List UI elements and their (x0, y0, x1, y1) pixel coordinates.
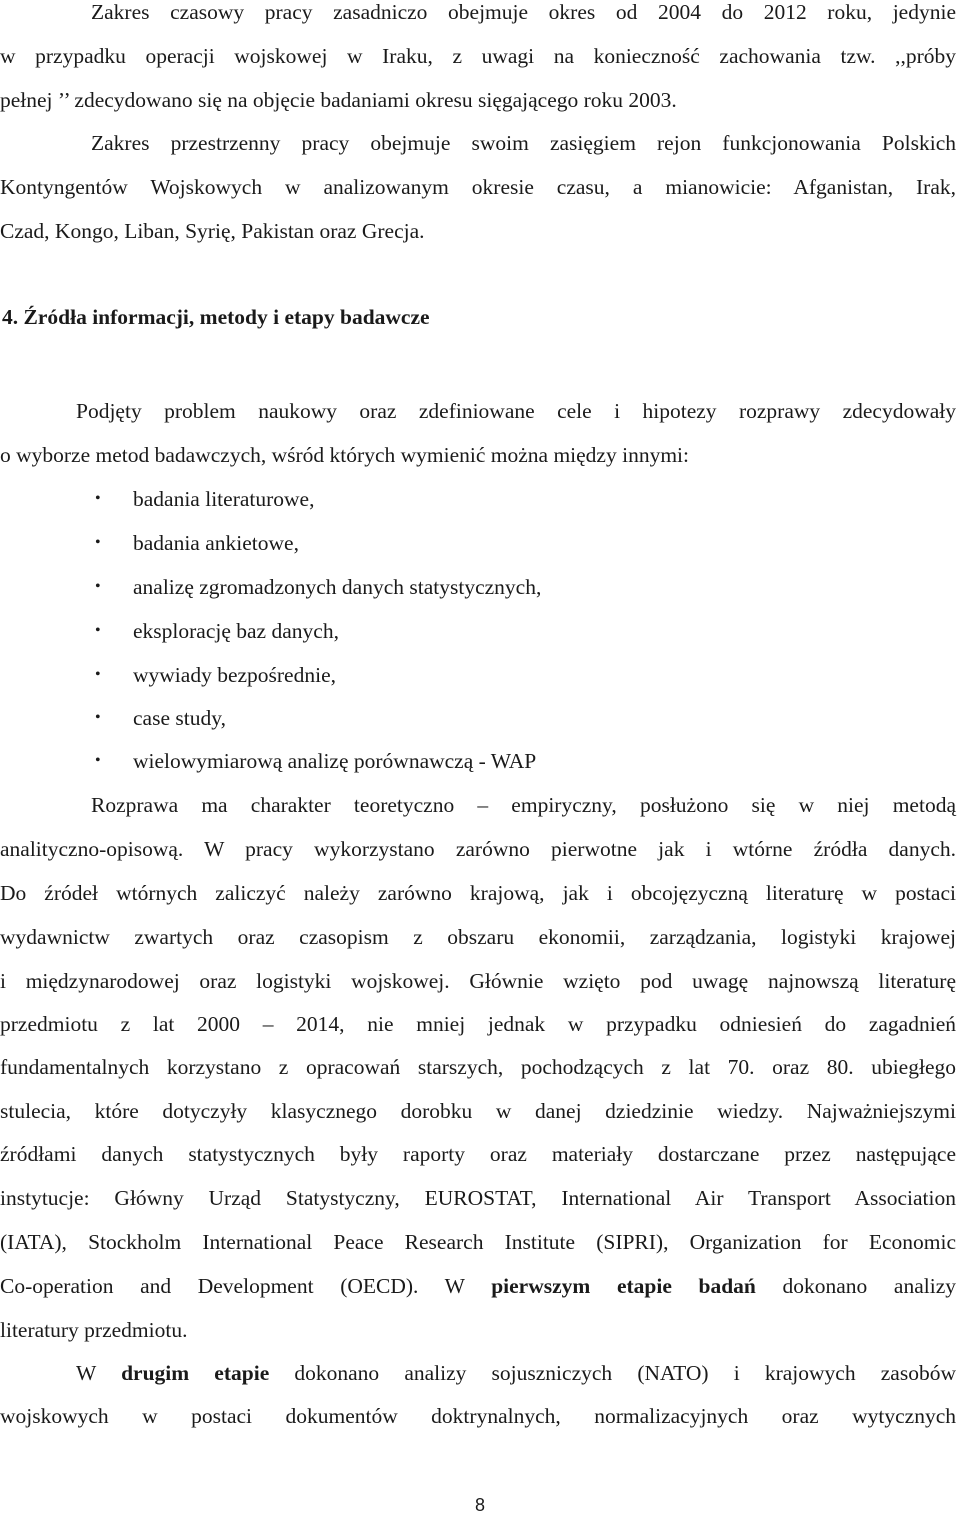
paragraph-3-line: Podjęty problem naukowy oraz zdefiniowane cele i hipotezy rozprawy zdecydowały (76, 399, 956, 423)
paragraph-5-line (76, 1358, 956, 1388)
bullet-icon: • (95, 490, 101, 507)
paragraph-4-line: i międzynarodowej oraz logistyki wojskowej. Głównie wzięto pod uwagę najnowszą literaturę (0, 969, 956, 993)
paragraph-4-line (0, 1271, 956, 1301)
section-heading: 4. Źródła informacji, metody i etapy badawcze (2, 305, 430, 329)
paragraph-3-line: o wyborze metod badawczych, wśród których wymienić można między innymi: (0, 443, 689, 467)
paragraph-2-line: Kontyngentów Wojskowych w analizowanym okresie czasu, a mianowicie: Afganistan, Irak, (0, 175, 956, 199)
paragraph-4-line: stulecia, które dotyczyły klasycznego dorobku w danej dziedzinie wiedzy. Najważniejszymi (0, 1099, 956, 1123)
bullet-icon: • (95, 534, 101, 551)
paragraph-4-line: fundamentalnych korzystano z opracowań starszych, pochodzących z lat 70. oraz 80. ubiegłego (0, 1055, 956, 1079)
bullet-icon: • (95, 752, 101, 769)
paragraph-4-line: przedmiotu z lat 2000 – 2014, nie mniej jednak w przypadku odniesień do zagadnień (0, 1012, 956, 1036)
list-item-text: badania literaturowe, (133, 487, 315, 511)
list-item-text: case study, (133, 706, 226, 730)
paragraph-4-line: (IATA), Stockholm International Peace Research Institute (SIPRI), Organization for Economic (0, 1230, 956, 1254)
paragraph-2-line: Czad, Kongo, Liban, Syrię, Pakistan oraz Grecja. (0, 219, 425, 243)
paragraph-5-line: wojskowych w postaci dokumentów doktrynalnych, normalizacyjnych oraz wytycznych (0, 1404, 956, 1428)
text-segment: Co-operation and Development (OECD). W (0, 1274, 492, 1298)
bullet-icon: • (95, 578, 101, 595)
paragraph-4-line: wydawnictw zwartych oraz czasopism z obszaru ekonomii, zarządzania, logistyki krajowej (0, 925, 956, 949)
paragraph-4-line: Rozprawa ma charakter teoretyczno – empiryczny, posłużono się w niej metodą (91, 793, 956, 817)
text-segment: W (76, 1361, 122, 1385)
paragraph-4-line: analityczno-opisową. W pracy wykorzystano zarówno pierwotne jak i wtórne źródła danych. (0, 837, 956, 861)
text-segment: dokonano analizy (755, 1274, 956, 1298)
paragraph-1-line: w przypadku operacji wojskowej w Iraku, z uwagi na konieczność zachowania tzw. ,,próby (0, 44, 956, 68)
paragraph-1-line: Zakres czasowy pracy zasadniczo obejmuje okres od 2004 do 2012 roku, jedynie (91, 0, 956, 24)
bullet-icon: • (95, 709, 101, 726)
bold-phrase: pierwszym etapie badań (491, 1274, 756, 1298)
bullet-icon: • (95, 622, 101, 639)
paragraph-1-line: pełnej ’’ zdecydowano się na objęcie badaniami okresu sięgającego roku 2003. (0, 88, 677, 112)
paragraph-2-line: Zakres przestrzenny pracy obejmuje swoim zasięgiem rejon funkcjonowania Polskich (91, 131, 956, 155)
bold-phrase: drugim etapie (121, 1361, 270, 1385)
bullet-icon: • (95, 666, 101, 683)
paragraph-4-line: instytucje: Główny Urząd Statystyczny, EUROSTAT, International Air Transport Association (0, 1186, 956, 1210)
list-item-text: wielowymiarową analizę porównawczą - WAP (133, 749, 537, 773)
list-item-text: eksplorację baz danych, (133, 619, 339, 643)
paragraph-4-line: źródłami danych statystycznych były raporty oraz materiały dostarczane przez następujące (0, 1142, 956, 1166)
list-item-text: wywiady bezpośrednie, (133, 663, 336, 687)
list-item-text: analizę zgromadzonych danych statystycznych, (133, 575, 542, 599)
paragraph-4-line: Do źródeł wtórnych zaliczyć należy zarówno krajową, jak i obcojęzyczną literaturę w postaci (0, 881, 956, 905)
list-item-text: badania ankietowe, (133, 531, 299, 555)
page-number: 8 (474, 1495, 485, 1515)
paragraph-4-line: literatury przedmiotu. (0, 1318, 188, 1342)
text-segment: dokonano analizy sojuszniczych (NATO) i krajowych zasobów (269, 1361, 956, 1385)
